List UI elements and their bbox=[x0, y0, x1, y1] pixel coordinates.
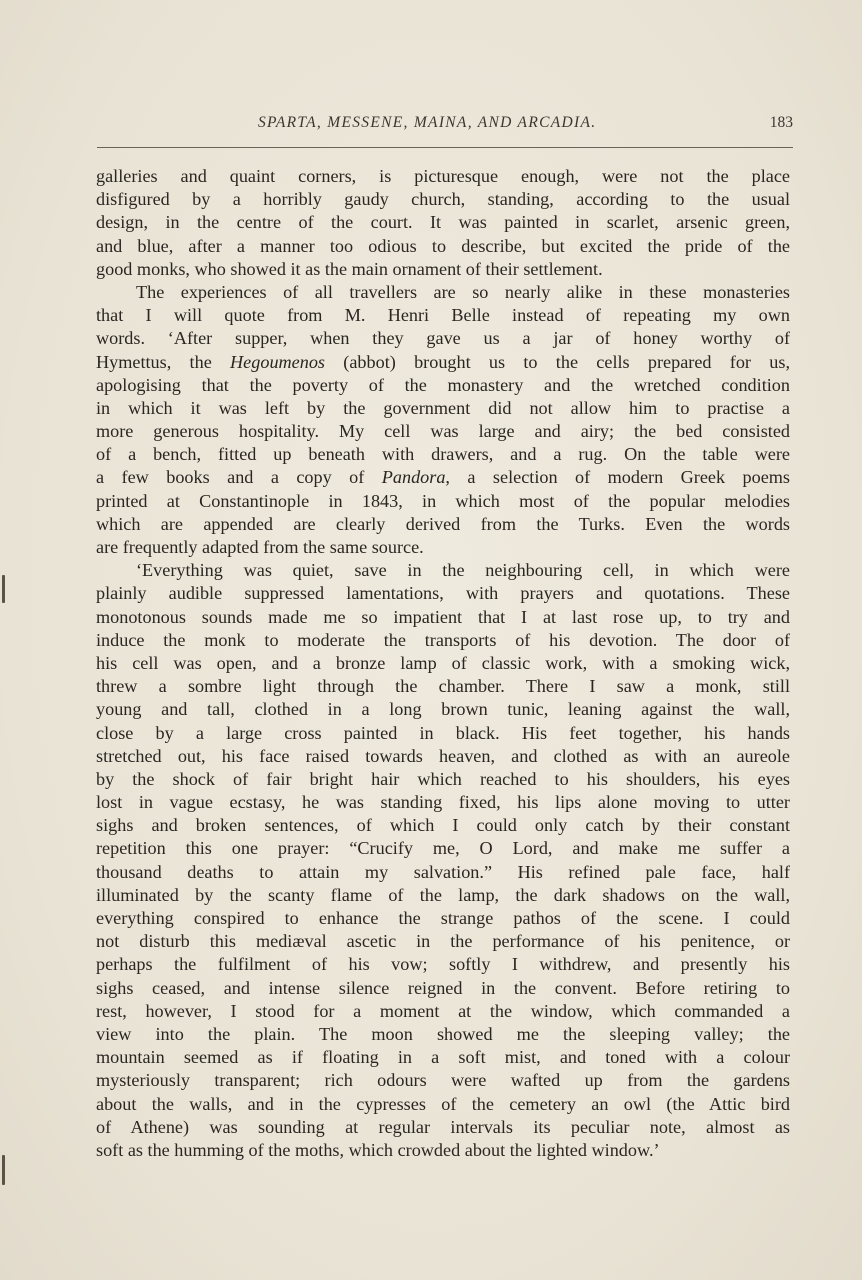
italic-title: Pandora bbox=[381, 467, 446, 488]
text-line: are frequently adapted from the same source. bbox=[96, 537, 424, 557]
body-text bbox=[96, 165, 790, 1162]
text-line: by the shock of fair bright hair which reached to his shoulders, his eyes bbox=[96, 768, 790, 789]
text-line: design, in the centre of the court. It was painted in scarlet, arsenic green, bbox=[96, 212, 790, 233]
text-line: more generous hospitality. My cell was large and airy; the bed consisted bbox=[96, 421, 790, 442]
text-line: illuminated by the scanty flame of the lamp, the dark shadows on the wall, bbox=[96, 884, 790, 905]
paragraph bbox=[96, 559, 790, 1162]
text-line: apologising that the poverty of the monastery and the wretched condition bbox=[96, 374, 790, 395]
text-line: disfigured by a horribly gaudy church, standing, according to the usual bbox=[96, 189, 790, 210]
text-line: mysteriously transparent; rich odours were wafted up from the gardens bbox=[96, 1070, 790, 1091]
text-line: of Athene) was sounding at regular intervals its peculiar note, almost as bbox=[96, 1116, 790, 1137]
text-line: and blue, after a manner too odious to describe, but excited the pride of the bbox=[96, 235, 790, 256]
text-line: mountain seemed as if floating in a soft mist, and toned with a colour bbox=[96, 1047, 790, 1068]
text-line: good monks, who showed it as the main ornament of their settlement. bbox=[96, 258, 603, 279]
text-line: sighs ceased, and intense silence reigned in the convent. Before retiring to bbox=[96, 977, 790, 998]
running-title: SPARTA, MESSENE, MAINA, AND ARCADIA. bbox=[258, 114, 597, 131]
text-line: plainly audible suppressed lamentations, with prayers and quotations. These bbox=[96, 583, 790, 604]
text-line: repetition this one prayer: “Crucify me, O Lord, and make me suffer a bbox=[96, 838, 790, 859]
text-line: not disturb this mediæval ascetic in the performance of his penitence, or bbox=[96, 931, 790, 952]
text-line: view into the plain. The moon showed me the sleeping valley; the bbox=[96, 1023, 790, 1044]
text-line: of a bench, fitted up beneath with drawers, and a rug. On the table were bbox=[96, 444, 790, 465]
text-line: young and tall, clothed in a long brown tunic, leaning against the wall, bbox=[96, 699, 790, 720]
running-head bbox=[97, 114, 793, 140]
binding-edge-mark bbox=[2, 1155, 5, 1185]
text-line: in which it was left by the government did not allow him to practise a bbox=[96, 397, 790, 418]
text-line: printed at Constantinople in 1843, in which most of the popular melodies bbox=[96, 490, 790, 511]
text-line: perhaps the fulfilment of his vow; softly I withdrew, and presently his bbox=[96, 954, 790, 975]
text-line: stretched out, his face raised towards heaven, and clothed as with an aureole bbox=[96, 745, 790, 766]
italic-title: Hegoumenos bbox=[230, 351, 326, 372]
text-line: The experiences of all travellers are so nearly alike in these monasteries bbox=[136, 281, 790, 302]
text-line: soft as the humming of the moths, which crowded about the lighted window.’ bbox=[96, 1139, 660, 1160]
text-line: which are appended are clearly derived from the Turks. Even the words bbox=[96, 513, 790, 534]
text-line: a few books and a copy of Pandora, a selection of modern Greek poems bbox=[96, 467, 790, 488]
text-line: everything conspired to enhance the strange pathos of the scene. I could bbox=[96, 908, 790, 928]
text-line: lost in vague ecstasy, he was standing fixed, his lips alone moving to utter bbox=[96, 792, 790, 813]
text-line: rest, however, I stood for a moment at the window, which commanded a bbox=[96, 1000, 790, 1021]
text-line: about the walls, and in the cypresses of the cemetery an owl (the Attic bird bbox=[96, 1093, 790, 1114]
text-line: induce the monk to moderate the transports of his devotion. The door of bbox=[96, 629, 790, 650]
header-rule bbox=[97, 147, 793, 148]
text-line: threw a sombre light through the chamber. There I saw a monk, still bbox=[96, 676, 790, 697]
text-line: words. ‘After supper, when they gave us a jar of honey worthy of bbox=[96, 328, 790, 349]
paragraph bbox=[96, 165, 790, 281]
text-line: monotonous sounds made me so impatient that I at last rose up, to try and bbox=[96, 606, 790, 627]
paragraph bbox=[96, 281, 790, 559]
text-line: Hymettus, the Hegoumenos (abbot) brought us to the cells prepared for us, bbox=[96, 351, 790, 372]
text-line: ‘Everything was quiet, save in the neighbouring cell, in which were bbox=[136, 560, 790, 581]
page-number: 183 bbox=[769, 114, 793, 131]
text-line: close by a large cross painted in black. His feet together, his hands bbox=[96, 722, 790, 743]
text-line: sighs and broken sentences, of which I could only catch by their constant bbox=[96, 815, 790, 836]
text-line: thousand deaths to attain my salvation.” His refined pale face, half bbox=[96, 861, 790, 882]
binding-edge-mark bbox=[2, 575, 5, 603]
text-line: galleries and quaint corners, is picturesque enough, were not the place bbox=[96, 166, 790, 186]
text-line: that I will quote from M. Henri Belle instead of repeating my own bbox=[96, 305, 790, 326]
text-line: his cell was open, and a bronze lamp of classic work, with a smoking wick, bbox=[96, 652, 790, 673]
